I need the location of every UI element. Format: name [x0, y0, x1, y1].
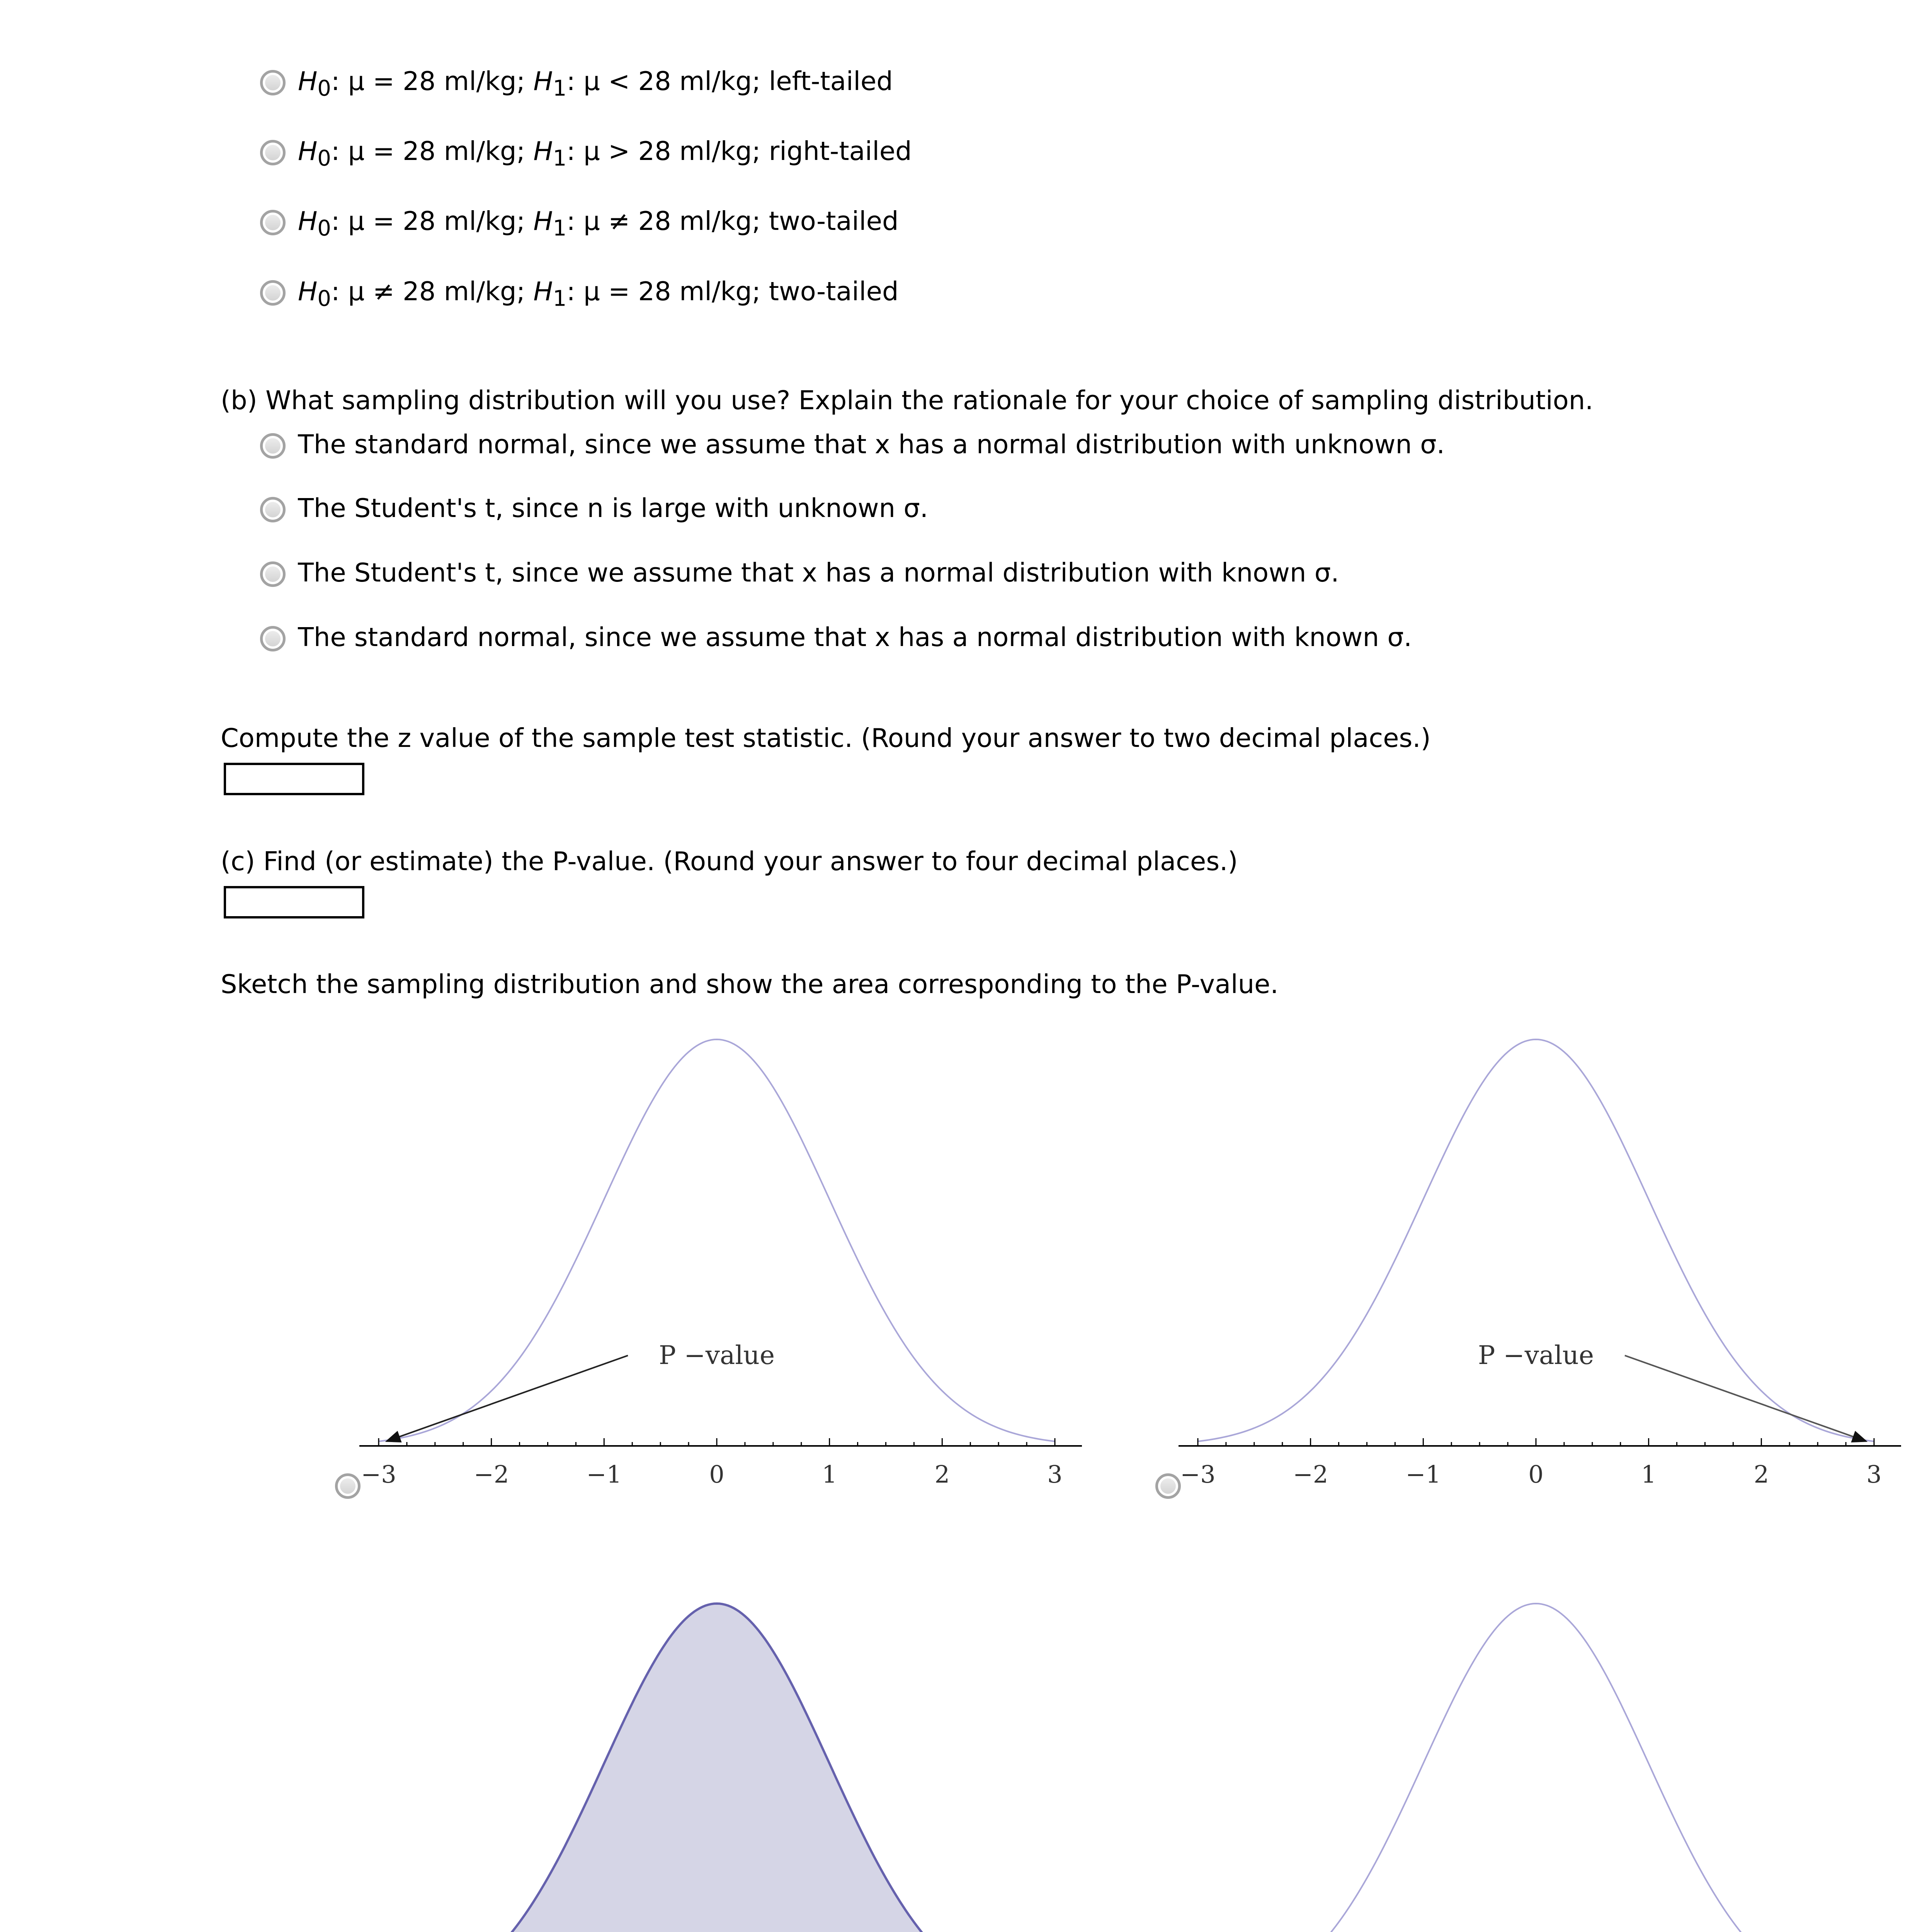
- x-tick-label: 1: [1641, 1460, 1656, 1488]
- option-b-1-label: The standard normal, since we assume that x has a normal distribution with unknown σ.: [298, 429, 1445, 459]
- p-value-prompt: (c) Find (or estimate) the P-value. (Round your answer to four decimal places.): [221, 846, 1238, 876]
- x-tick-label: 0: [1528, 1460, 1544, 1488]
- p-value-annotation: P −value: [659, 1340, 775, 1370]
- part-b-question: (b) What sampling distribution will you use? Explain the rationale for your choice of sampling distribution.: [221, 385, 1594, 415]
- x-tick-label: 3: [1047, 1460, 1063, 1488]
- option-b-2-label: The Student's t, since n is large with unknown σ.: [298, 493, 929, 523]
- x-tick-label: −2: [473, 1460, 509, 1488]
- graph-option-4: [1167, 1577, 1924, 1932]
- z-value-input[interactable]: [224, 763, 364, 795]
- shaded-area: [379, 1604, 1055, 1932]
- x-tick-label: 1: [821, 1460, 837, 1488]
- option-a-3-label: $H_0$: μ = 28 ml/kg; $H_1$: μ ≠ 28 ml/kg; two-tailed: [298, 206, 899, 241]
- density-curve: [1198, 1604, 1874, 1932]
- graph-option-3: [348, 1577, 1105, 1932]
- graph-3-svg: [348, 1577, 1105, 1932]
- x-tick-label: 0: [709, 1460, 724, 1488]
- x-tick-label: 3: [1866, 1460, 1882, 1488]
- radio-b-3[interactable]: [260, 561, 286, 587]
- option-b-4-label: The standard normal, since we assume that x has a normal distribution with known σ.: [298, 622, 1412, 652]
- radio-b-1[interactable]: [260, 433, 286, 459]
- p-value-input[interactable]: [224, 886, 364, 918]
- radio-b-2[interactable]: [260, 497, 286, 522]
- x-tick-label: −2: [1293, 1460, 1328, 1488]
- sketch-prompt: Sketch the sampling distribution and show the area corresponding to the P-value.: [221, 969, 1279, 999]
- p-value-arrow-left: [386, 1355, 628, 1441]
- graph-2-svg: [1167, 1012, 1924, 1530]
- graph-4-svg: [1167, 1577, 1924, 1932]
- p-value-arrow-right: [1625, 1355, 1866, 1441]
- option-a-4-label: $H_0$: μ ≠ 28 ml/kg; $H_1$: μ = 28 ml/kg; two-tailed: [298, 276, 899, 311]
- radio-a-1[interactable]: [260, 70, 286, 95]
- x-tick-label: 2: [1753, 1460, 1769, 1488]
- x-tick-label: −1: [586, 1460, 622, 1488]
- density-curve: [1198, 1039, 1874, 1441]
- p-value-annotation: P −value: [1478, 1340, 1594, 1370]
- graph-option-1: [348, 1012, 1105, 1530]
- radio-a-4[interactable]: [260, 280, 286, 306]
- radio-a-3[interactable]: [260, 210, 286, 235]
- x-tick-label: −3: [361, 1460, 396, 1488]
- option-a-2-label: $H_0$: μ = 28 ml/kg; $H_1$: μ > 28 ml/kg; right-tailed: [298, 136, 912, 171]
- option-a-1-label: $H_0$: μ = 28 ml/kg; $H_1$: μ < 28 ml/kg; left-tailed: [298, 66, 893, 101]
- graph-1-svg: [348, 1012, 1105, 1530]
- option-b-3-label: The Student's t, since we assume that x has a normal distribution with known σ.: [298, 558, 1339, 588]
- x-tick-label: 2: [934, 1460, 950, 1488]
- radio-b-4[interactable]: [260, 626, 286, 651]
- x-tick-label: −3: [1180, 1460, 1216, 1488]
- radio-a-2[interactable]: [260, 140, 286, 165]
- graph-option-2: [1167, 1012, 1924, 1530]
- z-value-prompt: Compute the z value of the sample test statistic. (Round your answer to two decimal places.): [221, 723, 1431, 753]
- x-tick-label: −1: [1405, 1460, 1441, 1488]
- density-curve: [379, 1039, 1055, 1441]
